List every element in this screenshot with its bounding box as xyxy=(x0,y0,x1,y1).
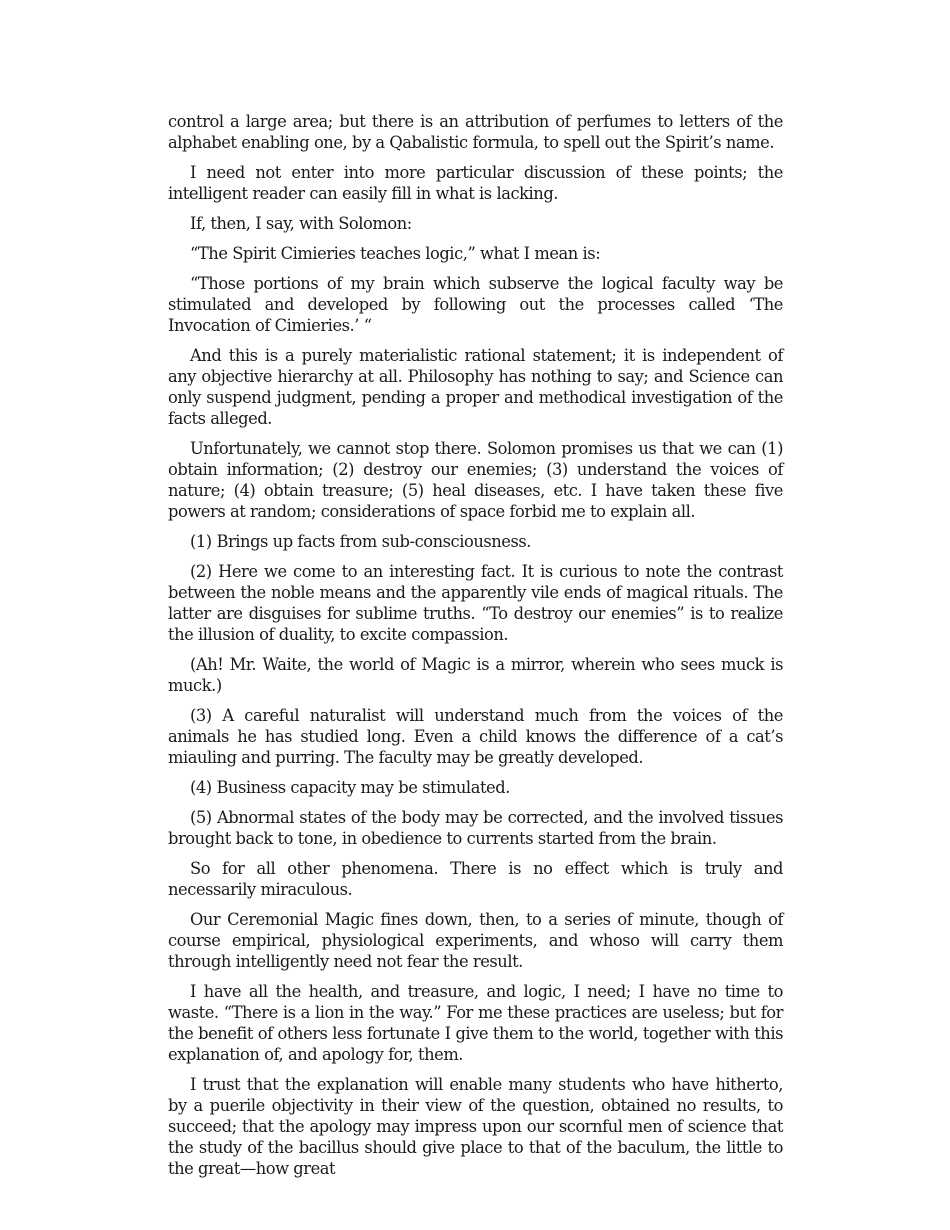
paragraph: I need not enter into more particular discussion of these points; the intelligent reader can easily fill in what is lacking. xyxy=(168,163,783,203)
paragraph: Our Ceremonial Magic fines down, then, to a series of minute, though of course empirical, physiological experiments, and whoso will carry them through intelligently need not fear the result. xyxy=(168,910,783,971)
paragraph: “The Spirit Cimieries teaches logic,” what I mean is: xyxy=(190,244,601,263)
paragraph: If, then, I say, with Solomon: xyxy=(190,214,412,233)
paragraph-continues: I trust that the explanation will enable many students who have hitherto, by a puerile objectivity in their view of the question, obtained no results, to succeed; that the apology may impress upon our scornful men of science that the study of the bacillus should give place to that of the baculum, the little to the great—how great xyxy=(168,1075,783,1178)
document-page xyxy=(168,111,783,1188)
paragraph: (1) Brings up facts from sub-consciousness. xyxy=(190,532,532,551)
paragraph: (5) Abnormal states of the body may be corrected, and the involved tissues brought back to tone, in obedience to currents started from the brain. xyxy=(168,808,783,848)
paragraph: (3) A careful naturalist will understand much from the voices of the animals he has studied long. Even a child knows the difference of a cat’s miauling and purring. The faculty may be greatly developed. xyxy=(168,706,783,767)
paragraph: I have all the health, and treasure, and logic, I need; I have no time to waste. “There is a lion in the way.” For me these practices are useless; but for the benefit of others less fortunate I give them to the world, together with this explanation of, and apology for, them. xyxy=(168,982,783,1064)
paragraph: So for all other phenomena. There is no effect which is truly and necessarily miraculous. xyxy=(168,859,783,899)
paragraph-continued: control a large area; but there is an attribution of perfumes to letters of the alphabet enabling one, by a Qabalistic formula, to spell out the Spirit’s name. xyxy=(168,112,783,152)
paragraph: “Those portions of my brain which subserve the logical faculty way be stimulated and developed by following out the processes called ‘The Invocation of Cimieries.’ “ xyxy=(168,274,783,335)
paragraph: (2) Here we come to an interesting fact. It is curious to note the contrast between the noble means and the apparently vile ends of magical rituals. The latter are disguises for sublime truths. “To destroy our enemies” is to realize the illusion of duality, to excite compassion. xyxy=(168,562,783,644)
paragraph: Unfortunately, we cannot stop there. Solomon promises us that we can (1) obtain information; (2) destroy our enemies; (3) understand the voices of nature; (4) obtain treasure; (5) heal diseases, etc. I have taken these five powers at random; considerations of space forbid me to explain all. xyxy=(168,439,783,521)
paragraph: And this is a purely materialistic rational statement; it is independent of any objective hierarchy at all. Philosophy has nothing to say; and Science can only suspend judgment, pending a proper and methodical investigation of the facts alleged. xyxy=(168,346,783,428)
paragraph: (4) Business capacity may be stimulated. xyxy=(190,778,510,797)
paragraph: (Ah! Mr. Waite, the world of Magic is a mirror, wherein who sees muck is muck.) xyxy=(168,655,783,695)
